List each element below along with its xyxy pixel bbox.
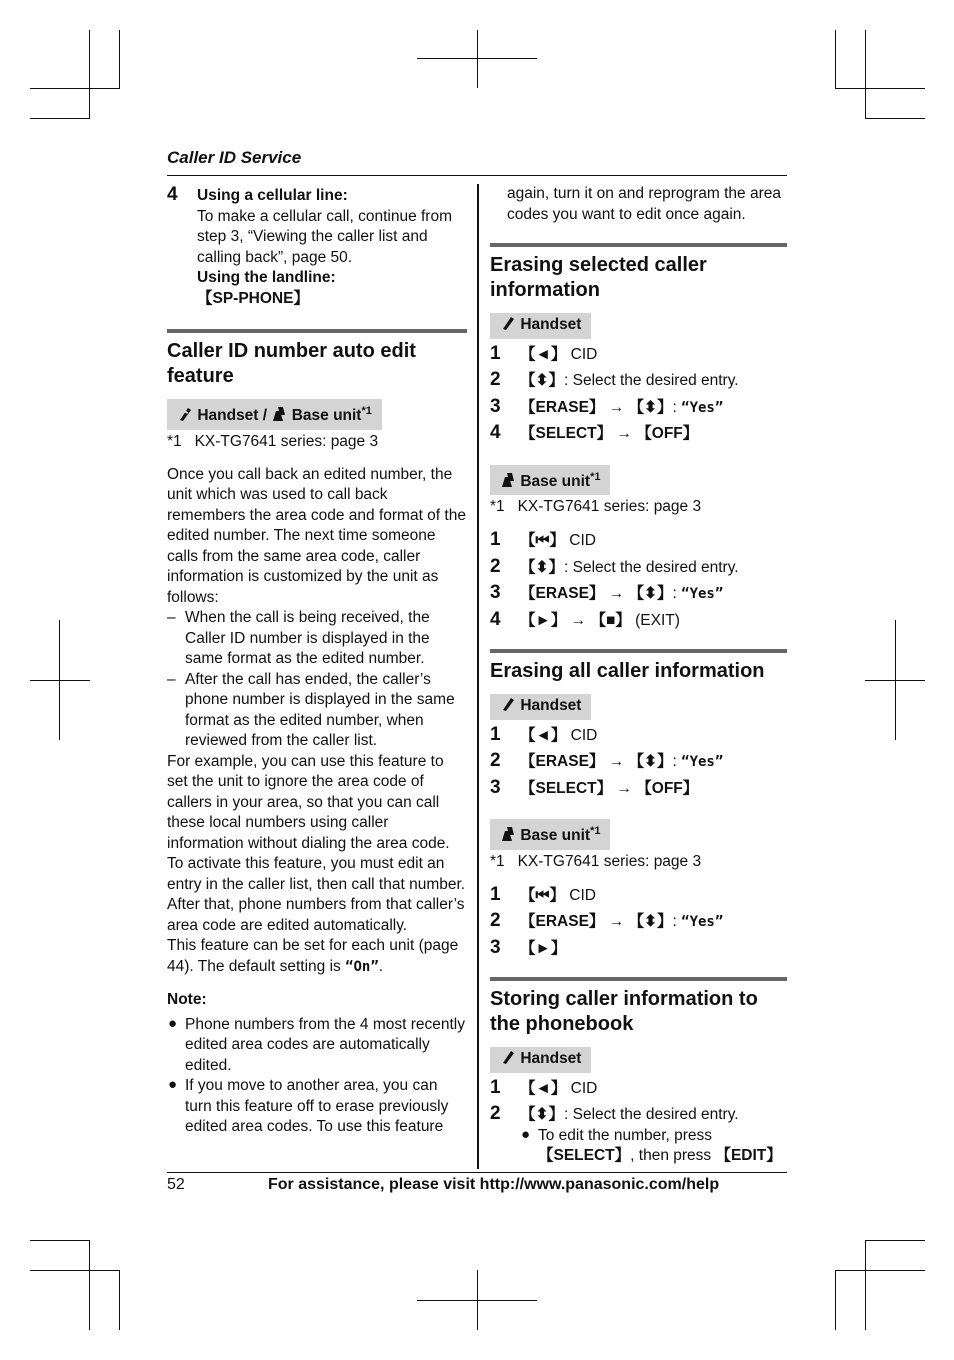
crop-mark bbox=[30, 88, 120, 89]
footnote-text: KX-TG7641 series: page 3 bbox=[194, 432, 379, 450]
step-text: : bbox=[672, 398, 682, 416]
handset-icon bbox=[500, 315, 516, 331]
continued-text: again, turn it on and reprogram the area codes you want to edit once again. bbox=[507, 185, 782, 223]
step-key: 【►】 bbox=[520, 939, 567, 957]
step-key: 【◄】 bbox=[520, 726, 567, 744]
step bbox=[490, 531, 787, 552]
right-column bbox=[490, 184, 787, 1167]
left-column bbox=[167, 186, 467, 1138]
badge-label: Handset bbox=[520, 316, 582, 333]
sub-bullet bbox=[520, 1126, 787, 1167]
sp-phone-key: 【SP-PHONE】 bbox=[197, 289, 309, 307]
note-text: Phone numbers from the 4 most recently edited area codes are automatically edited. bbox=[185, 1015, 465, 1074]
step-text: : bbox=[672, 913, 682, 931]
step bbox=[490, 883, 787, 907]
bullet-char: ● bbox=[168, 1014, 178, 1032]
step bbox=[490, 1076, 787, 1100]
footnote bbox=[490, 497, 787, 517]
section-title: Erasing selected caller information bbox=[490, 254, 707, 301]
cellular-text: To make a cellular call, continue from step 3, “Viewing the caller list and calling back”, page 50. bbox=[197, 207, 453, 266]
step-number: 2 bbox=[490, 555, 501, 577]
column-divider bbox=[477, 184, 479, 1169]
step bbox=[490, 608, 787, 632]
handset-icon bbox=[177, 406, 193, 422]
step bbox=[490, 371, 787, 392]
footnote bbox=[167, 432, 467, 452]
step bbox=[490, 752, 787, 773]
base-unit-icon bbox=[500, 472, 516, 488]
crop-mark bbox=[865, 680, 925, 681]
dash-char: – bbox=[167, 609, 176, 627]
badge-sup: *1 bbox=[361, 405, 372, 417]
landline-label: Using the landline: bbox=[197, 269, 336, 286]
step bbox=[490, 555, 787, 579]
crop-mark bbox=[417, 58, 537, 59]
section-bar bbox=[490, 977, 787, 981]
footnote-text: KX-TG7641 series: page 3 bbox=[517, 852, 702, 870]
badge-handset-label: Handset / bbox=[197, 407, 268, 425]
step-text: CID bbox=[564, 886, 596, 904]
step-number: 2 bbox=[490, 910, 501, 932]
para-example: For example, you can use this feature to set the unit to ignore the area code of callers in your area, so that you can call these local numbers using caller information without dialing the area code. To activate this feature, you must edit an entry in the caller list, then call that number. After that, phone numbers from that caller’s area code are edited automatically. bbox=[167, 752, 466, 934]
step-value: “Yes” bbox=[681, 586, 724, 603]
step-number: 1 bbox=[490, 529, 501, 551]
dash-char: – bbox=[167, 670, 176, 688]
step-key: 【⬍】 bbox=[520, 558, 564, 576]
badge-sup: *1 bbox=[590, 825, 601, 838]
handset-badge bbox=[490, 313, 591, 339]
step-key: 【⏮】 bbox=[520, 532, 565, 550]
steps-list bbox=[490, 531, 787, 631]
step bbox=[490, 776, 787, 800]
step-text: CID bbox=[566, 726, 598, 744]
handset-badge bbox=[490, 694, 591, 720]
edit-key: 【EDIT】 bbox=[715, 1147, 782, 1165]
handset-badge bbox=[490, 1047, 591, 1073]
bullet-char: ● bbox=[168, 1076, 178, 1094]
sub-text: To edit the number, press bbox=[538, 1126, 713, 1144]
step bbox=[490, 424, 787, 445]
page-number: 52 bbox=[167, 1176, 185, 1193]
step bbox=[490, 1105, 787, 1167]
default-post: . bbox=[378, 957, 384, 975]
note-text: If you move to another area, you can turn this feature off to erase previously edited area codes. To use this feature bbox=[185, 1077, 449, 1136]
step-number: 4 bbox=[490, 422, 501, 443]
section-title: Storing caller information to the phonebook bbox=[490, 988, 758, 1036]
crop-mark bbox=[865, 1240, 925, 1241]
step-key: 【⬍】 bbox=[520, 372, 564, 389]
dash-item bbox=[167, 670, 467, 752]
step bbox=[490, 936, 787, 960]
step-text: CID bbox=[564, 532, 596, 550]
step-number: 4 bbox=[167, 184, 178, 205]
step-number: 3 bbox=[490, 582, 501, 604]
step-4 bbox=[167, 186, 467, 309]
crop-mark bbox=[30, 1270, 120, 1271]
badge-sup: *1 bbox=[590, 470, 601, 483]
select-key: 【SELECT】 bbox=[538, 1147, 631, 1165]
step-text: CID bbox=[566, 345, 598, 363]
crop-mark bbox=[865, 118, 925, 119]
step-number: 2 bbox=[490, 1103, 501, 1125]
footer-rule bbox=[167, 1172, 787, 1173]
section-bar bbox=[490, 243, 787, 247]
step bbox=[490, 395, 787, 419]
step bbox=[490, 342, 787, 366]
step-number: 1 bbox=[490, 883, 501, 905]
steps-list bbox=[490, 723, 787, 800]
step-text: (EXIT) bbox=[630, 611, 680, 629]
crop-mark bbox=[119, 1270, 120, 1330]
step-text: : Select the desired entry. bbox=[564, 372, 739, 389]
steps-list bbox=[490, 342, 787, 445]
note-label: Note: bbox=[167, 991, 207, 1009]
badge-label: Handset bbox=[520, 1050, 582, 1068]
cellular-label: Using a cellular line: bbox=[197, 187, 348, 204]
dash-item-text: After the call has ended, the caller’s phone number is displayed in the same format as the edited number, when reviewed from the caller list. bbox=[185, 670, 455, 750]
crop-mark bbox=[30, 1240, 90, 1241]
step-key: 【◄】 bbox=[520, 1079, 567, 1097]
step-text: : Select the desired entry. bbox=[564, 558, 739, 576]
step-number: 2 bbox=[490, 369, 501, 390]
crop-mark bbox=[30, 680, 90, 681]
step-number: 1 bbox=[490, 723, 501, 745]
step-key: 【⏮】 bbox=[520, 886, 565, 904]
bullet-char: ● bbox=[521, 1125, 531, 1143]
step-key: 【⬍】 bbox=[520, 1106, 564, 1124]
step-number: 3 bbox=[490, 776, 501, 798]
step-key: 【ERASE】 → 【⬍】 bbox=[520, 913, 673, 931]
step-number: 2 bbox=[490, 750, 501, 772]
sub-text: , then press bbox=[630, 1147, 716, 1165]
steps-list bbox=[490, 1076, 787, 1167]
base-unit-badge bbox=[490, 465, 610, 496]
crop-mark bbox=[30, 118, 90, 119]
step-number: 3 bbox=[490, 936, 501, 958]
step-number: 4 bbox=[490, 608, 501, 630]
step-key: 【◄】 bbox=[520, 345, 567, 363]
crop-mark bbox=[835, 88, 925, 89]
para-intro: Once you call back an edited number, the unit which was used to call back remembers the area code and format of the edited number. The next time someone calls from the same area code, caller information is customized by the unit as follows: bbox=[167, 465, 466, 606]
crop-mark bbox=[835, 30, 836, 88]
step-value: “Yes” bbox=[681, 754, 724, 771]
step bbox=[490, 584, 787, 605]
step-key: 【ERASE】 → 【⬍】 bbox=[520, 585, 673, 603]
crop-mark bbox=[89, 30, 90, 118]
step-key: 【ERASE】 → 【⬍】 bbox=[520, 753, 673, 771]
section-bar bbox=[167, 329, 467, 333]
steps-list bbox=[490, 883, 787, 960]
default-text: This feature can be set for each unit (page 44). The default setting is bbox=[167, 937, 459, 975]
step-number: 3 bbox=[490, 395, 501, 417]
help-text: For assistance, please visit http://www.panasonic.com/help bbox=[268, 1176, 720, 1193]
step-key: 【►】 → 【■】 bbox=[520, 611, 631, 629]
step-text: : bbox=[672, 585, 682, 603]
crop-mark bbox=[89, 1240, 90, 1330]
crop-mark bbox=[865, 1240, 866, 1330]
crop-mark bbox=[865, 30, 866, 118]
step-key: 【SELECT】 → 【OFF】 bbox=[520, 779, 699, 797]
default-value: “On” bbox=[345, 958, 379, 975]
section-title: Erasing all caller information bbox=[490, 660, 765, 683]
crop-mark bbox=[119, 30, 120, 88]
base-unit-icon bbox=[500, 826, 516, 842]
dash-item bbox=[167, 608, 467, 670]
base-unit-icon bbox=[271, 406, 287, 422]
section-title: Caller ID number auto edit feature bbox=[167, 340, 416, 387]
section-bar bbox=[490, 649, 787, 653]
handset-icon bbox=[500, 696, 516, 712]
step-key: 【SELECT】 → 【OFF】 bbox=[520, 425, 699, 442]
badge-label: Base unit bbox=[520, 827, 591, 845]
crop-mark bbox=[835, 1270, 925, 1271]
badge-base-label: Base unit bbox=[291, 407, 362, 425]
para-default bbox=[167, 936, 467, 977]
step bbox=[490, 912, 787, 933]
note-item bbox=[167, 1015, 467, 1077]
badge-label: Base unit bbox=[520, 472, 591, 490]
handset-icon bbox=[500, 1049, 516, 1065]
base-unit-badge bbox=[490, 819, 610, 850]
footnote-mark: *1 bbox=[490, 498, 505, 516]
footnote-mark: *1 bbox=[167, 432, 182, 450]
step-number: 1 bbox=[490, 342, 501, 364]
step-value: “Yes” bbox=[681, 914, 724, 931]
crop-mark bbox=[835, 1270, 836, 1330]
footnote bbox=[490, 852, 787, 872]
handset-base-badge bbox=[167, 399, 382, 430]
step-text: CID bbox=[566, 1079, 598, 1097]
step-value: “Yes” bbox=[681, 399, 724, 416]
step-text: : bbox=[672, 753, 682, 771]
step-key: 【ERASE】 → 【⬍】 bbox=[520, 398, 673, 416]
badge-label: Handset bbox=[520, 697, 582, 715]
step bbox=[490, 723, 787, 747]
step-text: : Select the desired entry. bbox=[564, 1106, 739, 1124]
header-rule bbox=[167, 175, 787, 176]
crop-mark bbox=[417, 1300, 537, 1301]
note-item bbox=[167, 1076, 467, 1138]
crop-mark bbox=[477, 30, 478, 88]
dash-item-text: When the call is being received, the Caller ID number is displayed in the same format as the edited number. bbox=[185, 609, 430, 668]
step-number: 1 bbox=[490, 1076, 501, 1098]
footnote-mark: *1 bbox=[490, 852, 505, 870]
section-header: Caller ID Service bbox=[167, 148, 302, 167]
footnote-text: KX-TG7641 series: page 3 bbox=[517, 498, 702, 516]
